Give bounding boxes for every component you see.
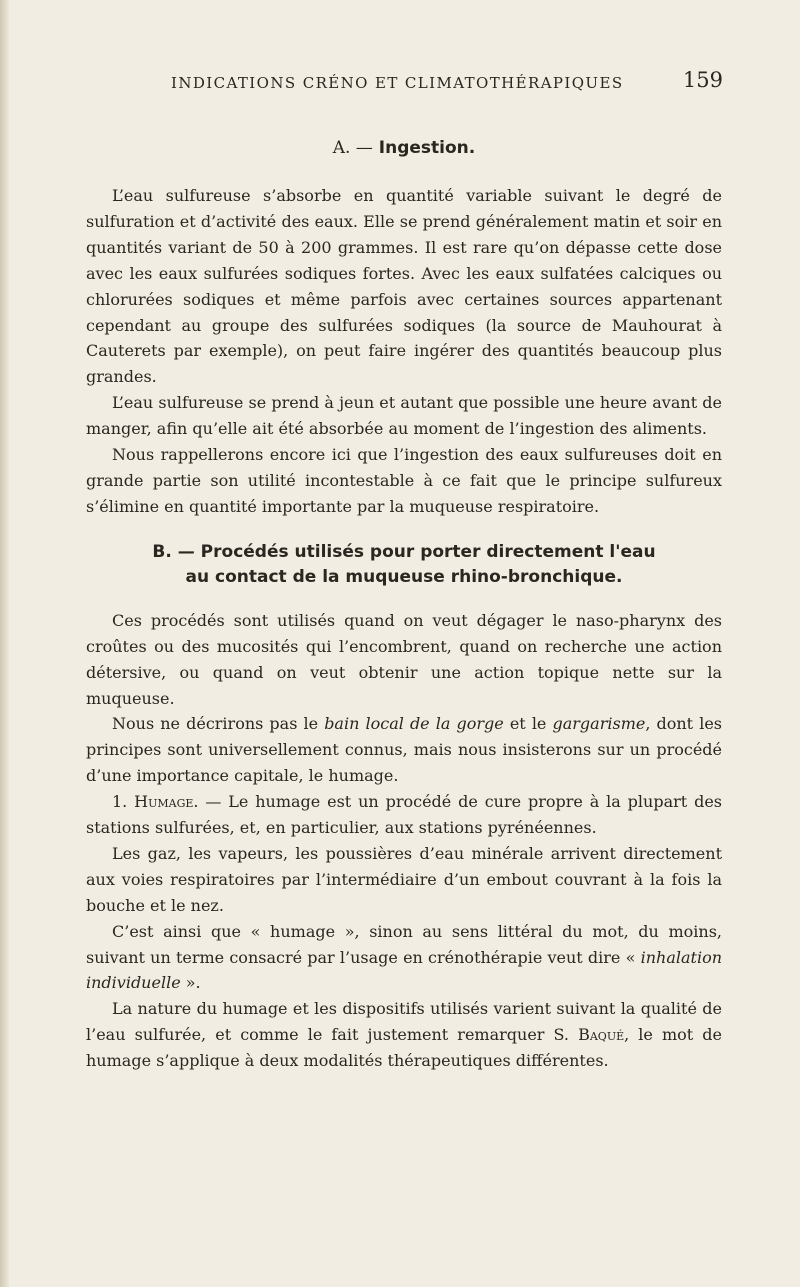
text-run: C’est ainsi que « humage », sinon au sens littéral du mot, du moins, suivant un terme consacré par l’usage en crénothérapie veut dire « — [86, 921, 722, 967]
italic-term: inhalation individuelle — [86, 947, 722, 993]
text-run: . — Le humage est un procédé de cure propre à la plupart des stations sulfurées, et, en particulier, aux stations pyrénéennes. — [86, 792, 723, 838]
paragraph — [86, 996, 722, 1074]
running-title: INDICATIONS CRÉNO ET CLIMATOTHÉRAPIQUES — [171, 74, 624, 92]
paragraph — [86, 919, 722, 997]
paragraph: Les gaz, les vapeurs, les poussières d’eau minérale arrivent directement aux voies respiratoires par l’intermédiaire d’un embout couvrant à la fois la bouche et le nez. — [86, 843, 722, 915]
section-a-letter: A. — — [332, 138, 373, 158]
paragraph: Nous rappellerons encore ici que l’ingestion des eaux sulfureuses doit en grande partie son utilité incontestable à ce fait que le principe sulfureux s’élimine en quantité importante par la muqueuse respiratoire. — [86, 445, 722, 516]
item-number: 1. — [112, 792, 135, 812]
text-run: , le mot de humage s’applique à deux modalités thérapeutiques différentes. — [86, 1025, 722, 1071]
body-text — [86, 136, 722, 1074]
author-name: Baqué — [578, 1025, 625, 1045]
page-number: 159 — [682, 68, 723, 92]
text-run: Nous ne décrirons pas le — [112, 714, 325, 734]
section-b-heading — [86, 540, 722, 590]
paragraph: L’eau sulfureuse s’absorbe en quantité variable suivant le degré de sulfuration et d’activité des eaux. Elle se prend généralement matin et soir en quantités variant de 50 à 200 grammes. Il est rare qu’on dépasse cette dose avec les eaux sulfurées sodiques fortes. Avec les eaux sulfatées calciques ou chlorurées sodiques et même parfois avec certaines sources appartenant cependant au groupe des sulfurées sodiques (la source de Mauhourat à Cauterets par exemple), on peut faire ingérer des quantités beaucoup plus grandes. — [86, 186, 722, 387]
text-run: et le — [503, 714, 553, 734]
page-binding-edge — [0, 0, 9, 1287]
paragraph — [86, 789, 722, 841]
paragraph: Ces procédés sont utilisés quand on veut dégager le naso-pharynx des croûtes ou des mucosités qui l’encombrent, quand on recherche une action détersive, ou quand on veut obtenir une action topique nette sur la muqueuse. — [86, 610, 722, 708]
italic-term: bain local de la gorge — [324, 714, 504, 734]
text-run: , dont les principes sont universellement connus, mais nous insisterons sur un procédé d’une importance capitale, le humage. — [86, 714, 723, 786]
section-a-title: Ingestion. — [378, 138, 476, 158]
section-a-heading — [86, 136, 722, 161]
paragraph — [86, 711, 722, 789]
italic-term: gargarisme — [552, 714, 646, 734]
running-header — [171, 68, 723, 98]
paragraph: L’eau sulfureuse se prend à jeun et autant que possible une heure avant de manger, afin qu’elle ait été absorbée au moment de l’ingestion des aliments. — [86, 393, 722, 439]
section-b-title-line2: au contact de la muqueuse rhino-bronchique. — [185, 566, 623, 587]
text-run: ». — [180, 973, 201, 993]
section-b-title-line1: B. — Procédés utilisés pour porter directement l'eau — [152, 541, 656, 562]
item-term: Humage — [134, 792, 194, 812]
text-run: La nature du humage et les dispositifs utilisés varient suivant la qualité de l’eau sulfurée, et comme le fait justement remarquer S. — [86, 999, 722, 1045]
